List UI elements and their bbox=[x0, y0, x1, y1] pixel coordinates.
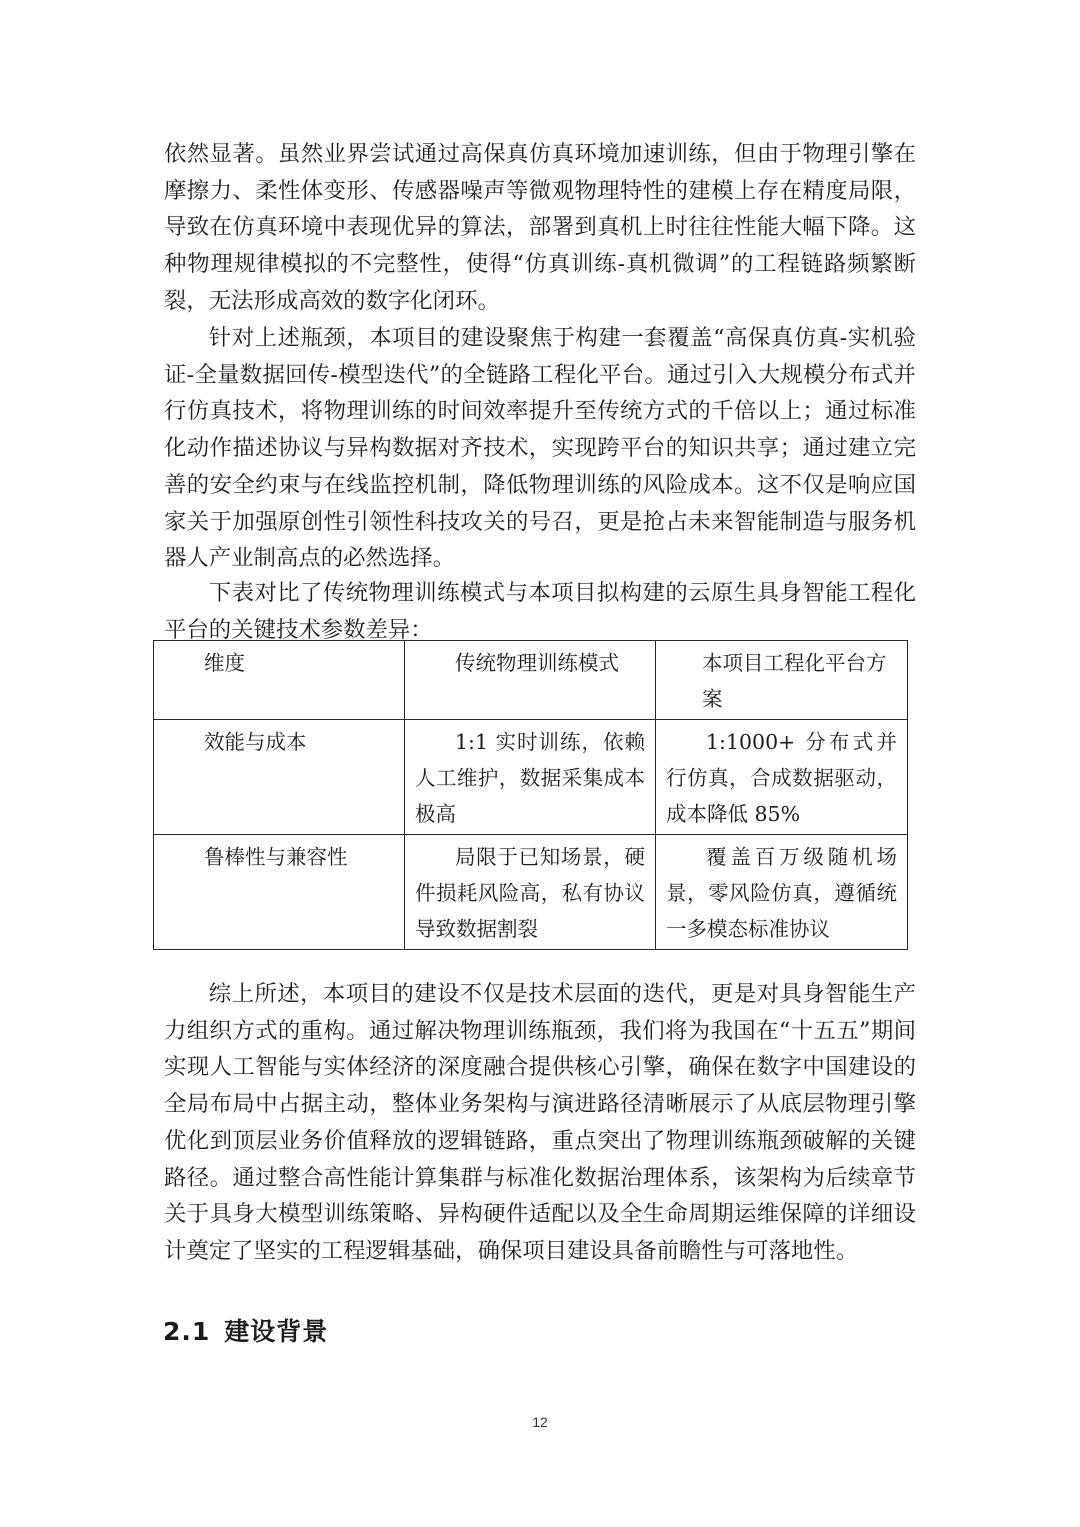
table-cell-platform: 覆盖百万级随机场景，零风险仿真，遵循统一多模态标准协议 bbox=[656, 835, 908, 950]
body-paragraph-continuation: 依然显著。虽然业界尝试通过高保真仿真环境加速训练，但由于物理引擎在摩擦力、柔性体变形、传感器噪声等微观物理特性的建模上存在精度局限，导致在仿真环境中表现优异的算法，部署到真机上时往往性能大幅下降。这种物理规律模拟的不完整性，使得“仿真训练-真机微调”的工程链路频繁断裂，无法形成高效的数字化闭环。 bbox=[164, 141, 916, 314]
table-header-row bbox=[154, 641, 908, 720]
body-paragraph-table-intro: 下表对比了传统物理训练模式与本项目拟构建的云原生具身智能工程化平台的关键技术参数差异： bbox=[164, 580, 916, 643]
section-title: 建设背景 bbox=[224, 1317, 329, 1346]
table-cell-platform: 1:1000+ 分布式并行仿真，合成数据驱动，成本降低 85% bbox=[656, 720, 908, 835]
section-number: 2.1 bbox=[163, 1317, 211, 1346]
table-header-traditional: 传统物理训练模式 bbox=[405, 641, 656, 720]
page-number: 12 bbox=[532, 1414, 548, 1430]
table-header-dimension: 维度 bbox=[154, 641, 405, 720]
table-row bbox=[154, 720, 908, 835]
body-paragraph-bottleneck: 针对上述瓶颈，本项目的建设聚焦于构建一套覆盖“高保真仿真-实机验证-全量数据回传-模型迭代”的全链路工程化平台。通过引入大规模分布式并行仿真技术，将物理训练的时间效率提升至传统方式的千倍以上；通过标准化动作描述协议与异构数据对齐技术，实现跨平台的知识共享；通过建立完善的安全约束与在线监控机制，降低物理训练的风险成本。这不仅是响应国家关于加强原创性引领性科技攻关的号召，更是抢占未来智能制造与服务机器人产业制高点的必然选择。 bbox=[164, 325, 916, 572]
table-row bbox=[154, 835, 908, 950]
body-paragraph-summary: 综上所述，本项目的建设不仅是技术层面的迭代，更是对具身智能生产力组织方式的重构。通过解决物理训练瓶颈，我们将为我国在“十五五”期间实现人工智能与实体经济的深度融合提供核心引擎，确保在数字中国建设的全局布局中占据主动，整体业务架构与演进路径清晰展示了从底层物理引擎优化到顶层业务价值释放的逻辑链路，重点突出了物理训练瓶颈破解的关键路径。通过整合高性能计算集群与标准化数据治理体系，该架构为后续章节关于具身大模型训练策略、异构硬件适配以及全生命周期运维保障的详细设计奠定了坚实的工程逻辑基础，确保项目建设具备前瞻性与可落地性。 bbox=[164, 981, 916, 1264]
table-cell-dimension: 鲁棒性与兼容性 bbox=[154, 835, 405, 950]
comparison-table bbox=[153, 640, 908, 950]
table-header-platform: 本项目工程化平台方案 bbox=[656, 641, 908, 720]
section-heading bbox=[163, 1312, 328, 1352]
table-cell-dimension: 效能与成本 bbox=[154, 720, 405, 835]
table-cell-traditional: 局限于已知场景，硬件损耗风险高，私有协议导致数据割裂 bbox=[405, 835, 656, 950]
table-cell-traditional: 1:1 实时训练，依赖人工维护，数据采集成本极高 bbox=[405, 720, 656, 835]
